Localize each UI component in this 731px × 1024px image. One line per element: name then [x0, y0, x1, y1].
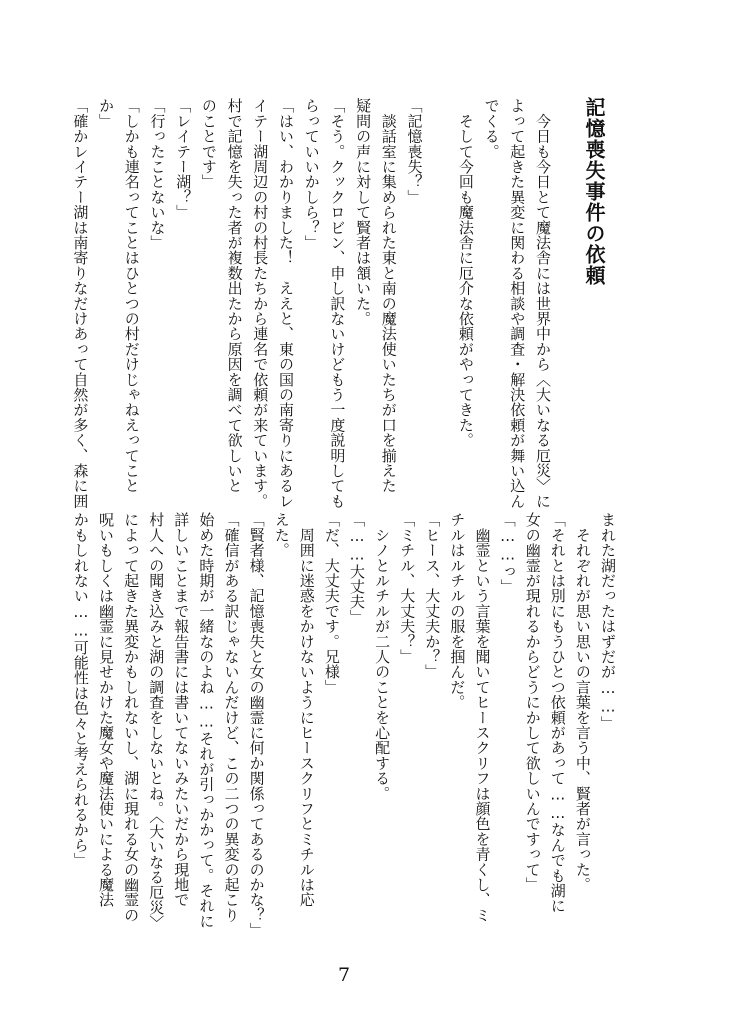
text-line: 詳しいことまで報告書には書いてないみたいだから現地で [172, 512, 191, 908]
text-line: 「……っ」 [498, 512, 517, 594]
text-line: 疑問の声に対して賢者は頷いた。 [354, 98, 373, 326]
chapter-title: 記憶喪失事件の依頼 [582, 97, 606, 286]
text-line: によって起きた異変かもしれないし、湖に現れる女の幽霊の [122, 512, 141, 923]
text-line: えた。 [272, 512, 291, 558]
text-line: 「ミチル、大丈夫？」 [398, 512, 417, 664]
text-line: か」 [97, 98, 116, 129]
text-line: それぞれが思い思いの言葉を言う中、賢者が言った。 [573, 512, 592, 892]
text-line: でくる。 [482, 98, 501, 159]
text-line: 今日も今日とて魔法舎には世界中から〈大いなる厄災〉に [534, 98, 552, 509]
text-line: イテー湖周辺の村の村長たちから連名で依頼が来ています。 [251, 98, 270, 509]
text-line: 談話室に集められた東と南の魔法使いたちが口を揃えた [379, 98, 398, 494]
page-number: 7 [338, 964, 351, 986]
text-line: 「だ、大丈夫です。兄様」 [322, 512, 341, 695]
text-line: 村で記憶を失った者が複数出たから原因を調べて欲しいと [225, 98, 244, 494]
text-line: まれた湖だったはずだが……」 [599, 512, 617, 731]
text-line: 「はい、わかりました！ ええと、東の国の南寄りにあるレ [277, 98, 295, 509]
text-line: 「賢者様、記憶喪失と女の幽霊に何か関係ってあるのかな？」 [247, 512, 266, 938]
text-line: 「記憶喪失？」 [405, 98, 424, 205]
text-line: 周囲に迷惑をかけないようにヒースクリフとミチルは応 [297, 512, 316, 908]
text-line: 「確信がある訳じゃないんだけど、この二つの異変の起こり [222, 512, 241, 923]
text-line: 幽霊という言葉を聞いてヒースクリフは顔色を青くし、ミ [473, 512, 492, 923]
text-line: 呪いもしくは幽霊に見せかけた魔女や魔法使いによる魔法 [97, 512, 115, 908]
text-line: 「行ったことないな」 [148, 98, 167, 250]
text-line: シノとルチルが二人のことを心配する。 [373, 512, 392, 801]
text-line: 「ヒース、大丈夫か？」 [423, 512, 442, 680]
text-line: らっていいかしら？」 [302, 98, 321, 250]
text-line: 「そう。クックロビン、申し訳ないけどもう一度説明しても [328, 98, 347, 509]
text-line: 「……大丈夫」 [348, 512, 366, 625]
text-line: 女の幽霊が現れるからどうにかして欲しいんですって」 [523, 512, 542, 892]
text-line: のことです」 [199, 98, 218, 190]
text-line: 「確かレイテー湖は南寄りなだけあって自然が多く、森に囲 [71, 98, 90, 509]
text-line: 村人への聞き込みと湖の調査をしないとね。〈大いなる厄災〉 [147, 512, 166, 931]
text-line: かもしれない……可能性は色々と考えられるから」 [71, 512, 90, 868]
text-line: 「それとは別にもうひとつ依頼があって……なんでも湖に [548, 512, 567, 914]
text-line: よって起きた異変に関わる相談や調査・解決依頼が舞い込ん [508, 98, 527, 509]
text-line: チルはルチルの服を掴んだ。 [448, 512, 467, 710]
text-line: そして今回も魔法舎に厄介な依頼がやってきた。 [456, 98, 475, 448]
text-line: 「レイテー湖？」 [174, 98, 193, 220]
text-line: 「しかも連名ってことはひとつの村だけじゃねえってこと [122, 98, 141, 494]
text-line: 始めた時期が一緒なのよね……それが引っかかって。それに [197, 512, 216, 929]
